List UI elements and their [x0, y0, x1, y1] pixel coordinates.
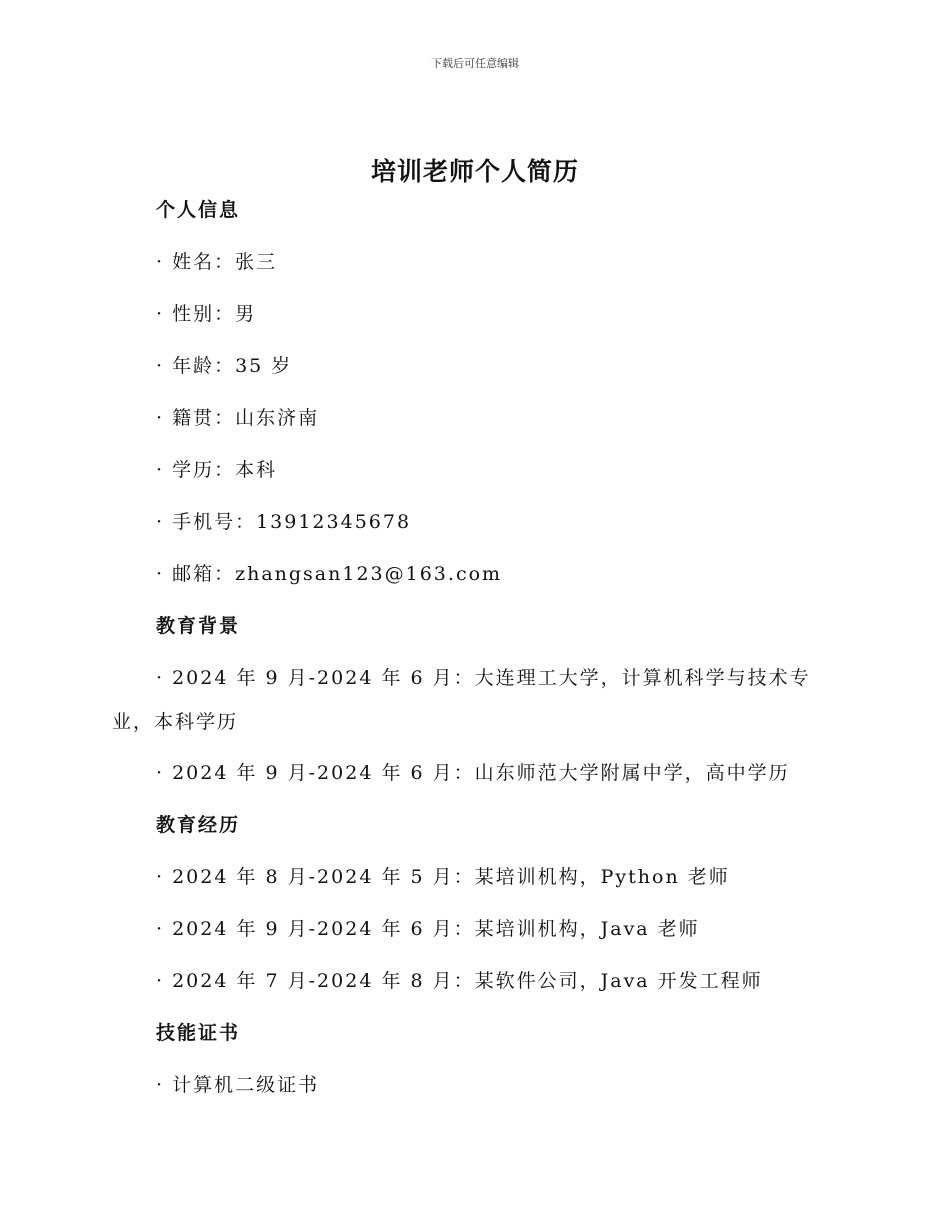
- section-heading-education-background: 教育背景: [156, 615, 241, 637]
- personal-info-degree: · 学历：本科: [156, 459, 278, 481]
- document-title: 培训老师个人简历: [370, 157, 579, 186]
- certificate-item: · 计算机二级证书: [156, 1074, 320, 1096]
- header-note: 下载后可任意编辑: [431, 57, 519, 70]
- teaching-experience-item: · 2024 年 7 月-2024 年 8 月：某软件公司，Java 开发工程师: [156, 970, 763, 992]
- education-background-item: · 2024 年 9 月-2024 年 6 月：大连理工大学，计算机科学与技术专业，本科学历: [112, 667, 811, 733]
- personal-info-hometown: · 籍贯：山东济南: [156, 407, 320, 429]
- teaching-experience-item: · 2024 年 9 月-2024 年 6 月：某培训机构，Java 老师: [156, 918, 700, 940]
- personal-info-phone: · 手机号：13912345678: [156, 511, 412, 533]
- teaching-experience-item: · 2024 年 8 月-2024 年 5 月：某培训机构，Python 老师: [156, 866, 730, 888]
- resume-body: [112, 196, 828, 1123]
- section-heading-personal-info: 个人信息: [156, 199, 241, 221]
- section-heading-certificates: 技能证书: [156, 1022, 241, 1044]
- personal-info-gender: · 性别：男: [156, 303, 257, 325]
- personal-info-name: · 姓名：张三: [156, 251, 278, 273]
- education-background-item: · 2024 年 9 月-2024 年 6 月：山东师范大学附属中学，高中学历: [156, 762, 790, 784]
- personal-info-age: · 年龄：35 岁: [156, 355, 293, 377]
- section-heading-teaching-experience: 教育经历: [156, 814, 241, 836]
- personal-info-email: · 邮箱：zhangsan123@163.com: [156, 563, 503, 585]
